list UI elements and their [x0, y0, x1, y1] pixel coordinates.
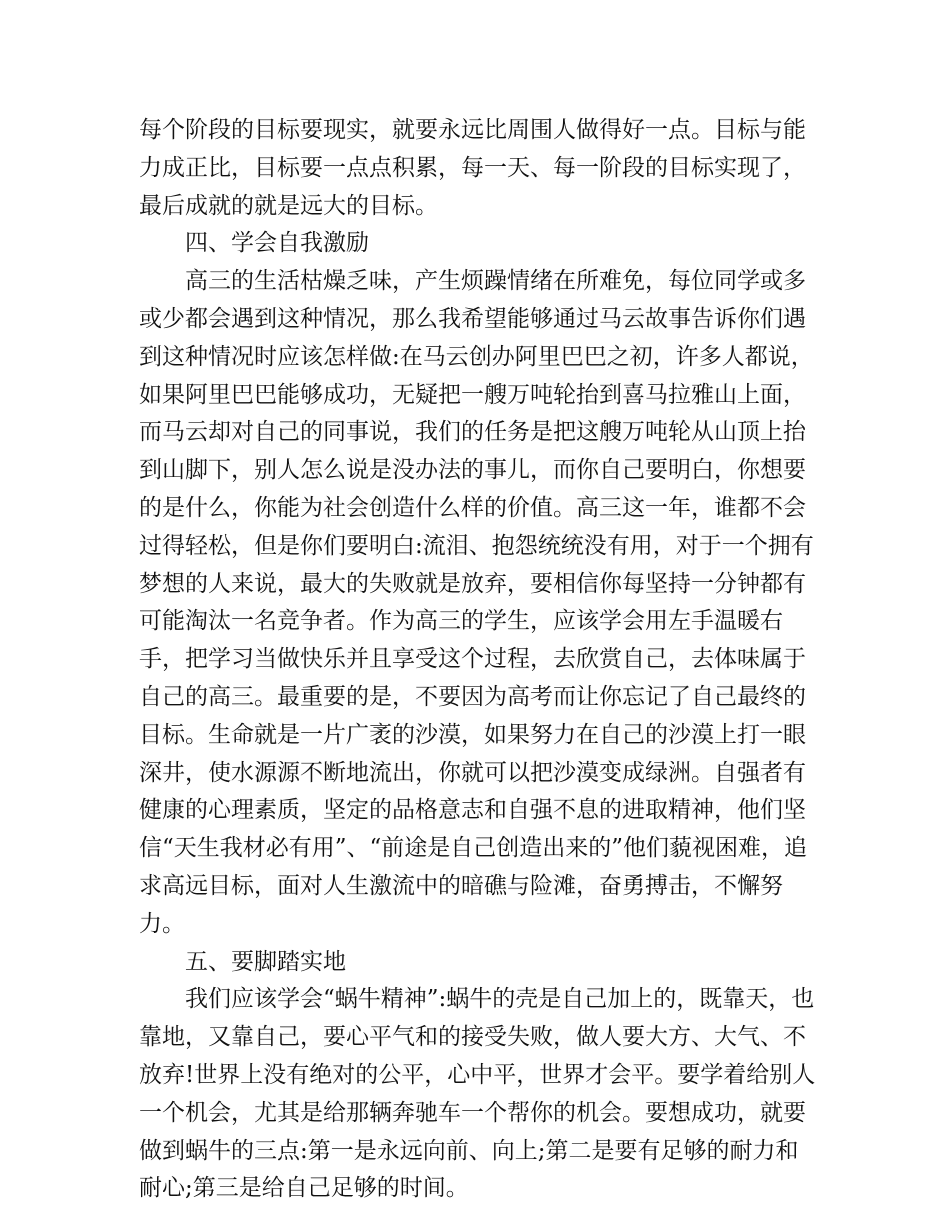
section-heading-down-to-earth: 五、要脚踏实地 [185, 948, 346, 975]
paragraph-goals-continued: 每个阶段的目标要现实，就要永远比周围人做得好一点。目标与能力成正比，目标要一点点积累，每一天、每一阶段的目标实现了，最后成就的就是远大的目标。 [139, 117, 806, 219]
paragraph-self-motivation: 高三的生活枯燥乏味，产生烦躁情绪在所难免，每位同学或多或少都会遇到这种情况，那么我希望能够通过马云故事告诉你们遇到这种情况时应该怎样做:在马云创办阿里巴巴之初，许多人都说，如果阿里巴巴能够成功，无疑把一艘万吨轮抬到喜马拉雅山上面，而马云却对自己的同事说，我们的任务是把这艘万吨轮从山顶上抬到山脚下，别人怎么说是没办法的事儿，而你自己要明白，你想要的是什么，你能为社会创造什么样的价值。高三这一年，谁都不会过得轻松，但是你们要明白:流泪、抱怨统统没有用，对于一个拥有梦想的人来说，最大的失败就是放弃，要相信你每坚持一分钟都有可能淘汰一名竞争者。作为高三的学生，应该学会用左手温暖右手，把学习当做快乐并且享受这个过程，去欣赏自己，去体味属于自己的高三。最重要的是，不要因为高考而让你忘记了自己最终的目标。生命就是一片广袤的沙漠，如果努力在自己的沙漠上打一眼深井，使水源源不断地流出，你就可以把沙漠变成绿洲。自强者有健康的心理素质，坚定的品格意志和自强不息的进取精神，他们坚信“天生我材必有用”、“前途是自己创造出来的”他们藐视困难，追求高远目标，面对人生激流中的暗礁与险滩，奋勇搏击，不懈努力。 [139, 268, 814, 937]
paragraph-snail-spirit: 我们应该学会“蜗牛精神”:蜗牛的壳是自己加上的，既靠天，也靠地，又靠自己，要心平气和的接受失败，做人要大方、大气、不放弃!世界上没有绝对的公平，心中平，世界才会平。要学着给别人一个机会，尤其是给那辆奔驰车一个帮你的机会。要想成功，就要做到蜗牛的三点:第一是永远向前、向上;第二是要有足够的耐力和耐心;第三是给自己足够的时间。 [139, 986, 816, 1202]
section-heading-self-motivation: 四、学会自我激励 [185, 230, 369, 257]
document-body [139, 112, 819, 1208]
